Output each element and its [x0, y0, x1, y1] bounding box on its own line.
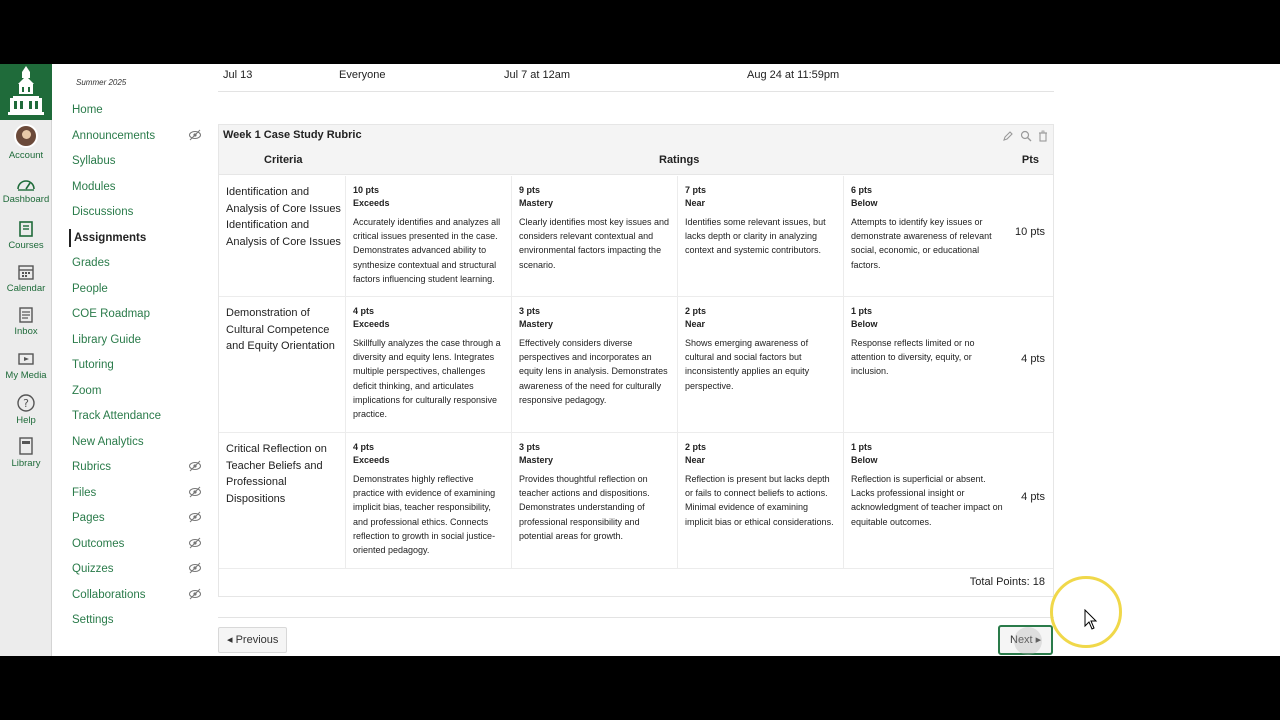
course-nav-label: Grades [72, 257, 110, 269]
rating-cell [843, 176, 1009, 296]
course-nav-label: Track Attendance [72, 410, 162, 422]
rating-points: 2 pts [685, 306, 707, 316]
course-nav [52, 64, 192, 656]
global-nav [0, 64, 52, 656]
rating-points: 9 pts [519, 185, 541, 195]
canvas-page [0, 64, 1280, 656]
course-nav-label: Files [72, 486, 97, 499]
rating-description: Skillfully analyzes the case through a diversity and equity lens. Integrates multiple perspectives, challenges deficit thinking, and articulates implications for culturally responsive practice. [353, 338, 501, 420]
rating-points: 6 pts [851, 185, 873, 195]
term-label: Summer 2025 [76, 78, 127, 87]
global-nav-account[interactable]: Account [0, 124, 52, 166]
course-nav-label: Quizzes [72, 563, 114, 575]
criterion-points: 4 pts [1021, 491, 1045, 503]
rating-cell [843, 297, 1009, 432]
ratings-header: Ratings [659, 154, 700, 166]
rating-points: 3 pts [519, 442, 541, 452]
next-button[interactable]: Next ▸ [998, 625, 1053, 655]
rating-points: 7 pts [685, 185, 707, 195]
global-nav-calendar[interactable]: Calendar [0, 263, 52, 305]
rating-level: Below [851, 319, 878, 329]
help-icon [16, 393, 36, 413]
rating-cell [677, 297, 843, 432]
assignment-content [192, 64, 1280, 656]
course-nav-label: Syllabus [72, 155, 116, 167]
divider [218, 91, 1054, 92]
criteria-header: Criteria [264, 154, 303, 166]
rating-level: Below [851, 455, 878, 465]
mouse-cursor-icon [1084, 609, 1098, 631]
rubric-header [219, 125, 1053, 175]
course-nav-item[interactable] [72, 560, 192, 578]
rating-description: Accurately identifies and analyzes all critical issues presented in the case. Demonstrates advanced ability to synthesize contextual and structural factors influencing student learning. [353, 217, 501, 284]
rubric-row [219, 297, 1053, 433]
course-nav-item[interactable] [72, 586, 192, 604]
global-nav-courses[interactable]: Courses [0, 220, 52, 262]
course-nav-item[interactable] [72, 280, 192, 298]
criterion-description: Demonstration of Cultural Competence and Equity Orientation [226, 307, 335, 352]
rating-level: Exceeds [353, 319, 390, 329]
course-nav-label: Collaborations [72, 588, 146, 601]
course-nav-item[interactable] [72, 407, 192, 425]
institution-logo[interactable] [0, 64, 52, 120]
course-nav-item[interactable] [72, 203, 192, 221]
rating-points: 3 pts [519, 306, 541, 316]
svg-text:?: ? [23, 397, 29, 410]
rating-cell [345, 433, 511, 568]
criterion-points: 10 pts [1015, 226, 1045, 238]
rubric-row [219, 433, 1053, 569]
rating-points: 4 pts [353, 442, 375, 452]
course-nav-label: Assignments [74, 231, 147, 244]
course-nav-item[interactable] [72, 433, 192, 451]
divider [218, 617, 1054, 618]
dashboard-icon [16, 176, 36, 192]
rating-cell [511, 176, 677, 296]
inbox-icon [17, 306, 35, 324]
rating-level: Exceeds [353, 198, 390, 208]
course-nav-label: Discussions [72, 206, 134, 218]
rating-description: Reflection is present but lacks depth or fails to connect beliefs to actions. Minimal evidence of examining implicit bias or ethical considerations. [685, 474, 834, 527]
rating-description: Provides thoughtful reflection on teacher actions and dispositions. Demonstrates understanding of professional responsibility and potential areas for growth. [519, 474, 650, 541]
course-nav-item[interactable] [72, 458, 192, 476]
rubric-tools [1001, 129, 1049, 147]
available-until: Aug 24 at 11:59pm [747, 69, 840, 81]
course-nav-item[interactable] [72, 305, 192, 323]
global-nav-help[interactable]: ? Help [0, 393, 52, 435]
click-ripple [1014, 627, 1042, 655]
course-nav-item[interactable] [69, 229, 189, 247]
search-icon[interactable] [1020, 129, 1032, 147]
course-nav-label: Library Guide [72, 333, 142, 346]
course-nav-item[interactable] [72, 509, 192, 527]
media-icon [17, 350, 35, 368]
course-nav-item[interactable] [72, 101, 192, 119]
assigned-to: Everyone [339, 69, 386, 81]
criterion-description: Identification and Analysis of Core Issues Identification and Analysis of Core Issues [226, 186, 341, 248]
pts-header: Pts [1021, 154, 1039, 166]
rating-level: Near [685, 319, 706, 329]
rating-level: Mastery [519, 198, 554, 208]
rubric-row [219, 176, 1053, 297]
rating-cell [345, 176, 511, 296]
rating-cell [843, 433, 1009, 568]
global-nav-inbox[interactable]: Inbox [0, 306, 52, 348]
rating-level: Below [851, 198, 878, 208]
course-nav-item[interactable] [72, 178, 192, 196]
criterion-points: 4 pts [1021, 353, 1045, 365]
course-nav-item[interactable] [72, 254, 192, 272]
criterion-description: Critical Reflection on Teacher Beliefs and Professional Dispositions [226, 443, 327, 505]
rating-description: Reflection is superficial or absent. Lacks professional insight or acknowledgment of teacher impact on equitable outcomes. [851, 474, 1003, 527]
course-nav-label: Announcements [72, 129, 156, 142]
rating-level: Near [685, 455, 706, 465]
avatar [14, 124, 38, 148]
rating-points: 2 pts [685, 442, 707, 452]
rating-description: Identifies some relevant issues, but lacks depth or clarity in analyzing context and systemic contributors. [685, 217, 826, 256]
rating-description: Shows emerging awareness of cultural and social factors but inconsistently applies an equity perspective. [685, 338, 810, 391]
course-nav-label: New Analytics [72, 435, 144, 448]
rating-cell [511, 433, 677, 568]
course-nav-item[interactable] [72, 356, 192, 374]
rating-level: Mastery [519, 455, 554, 465]
course-nav-item[interactable] [72, 152, 192, 170]
course-nav-label: Pages [72, 512, 105, 524]
course-nav-label: Rubrics [72, 461, 111, 473]
rating-cell [677, 433, 843, 568]
course-nav-label: People [72, 282, 108, 295]
rating-cell [677, 176, 843, 296]
course-nav-label: Settings [72, 614, 114, 626]
course-nav-label: Home [72, 104, 103, 116]
rating-level: Mastery [519, 319, 554, 329]
rating-description: Effectively considers diverse perspectives and incorporates an equity lens in analysis. Demonstrates awareness of the need for culturally responsive pedagogy. [519, 338, 668, 405]
courses-icon [17, 220, 35, 238]
global-nav-dashboard[interactable]: Dashboard [0, 176, 52, 218]
rating-description: Clearly identifies most key issues and considers relevant contextual and environmental factors impacting the scenario. [519, 217, 670, 270]
course-nav-item[interactable] [72, 535, 192, 553]
course-nav-item[interactable] [72, 484, 192, 502]
rating-cell [511, 297, 677, 432]
rating-points: 1 pts [851, 442, 873, 452]
course-nav-label: COE Roadmap [72, 308, 150, 320]
calendar-icon [17, 263, 35, 281]
course-nav-label: Tutoring [72, 359, 114, 371]
due-date: Jul 13 [223, 69, 253, 81]
rating-description: Response reflects limited or no attention to diversity, equity, or inclusion. [851, 338, 975, 377]
rubric-table [218, 124, 1054, 597]
previous-button[interactable]: ◂ Previous [218, 627, 287, 653]
rating-cell [345, 297, 511, 432]
course-nav-item[interactable] [72, 331, 192, 349]
trash-icon[interactable] [1037, 129, 1049, 147]
edit-icon[interactable] [1002, 129, 1014, 147]
library-icon [17, 436, 35, 456]
course-nav-label: Zoom [72, 384, 102, 397]
rating-level: Exceeds [353, 455, 390, 465]
course-nav-label: Outcomes [72, 537, 125, 550]
global-nav-my-media[interactable]: My Media [0, 350, 52, 392]
course-nav-item[interactable] [72, 382, 192, 400]
rating-points: 10 pts [353, 185, 380, 195]
global-nav-library[interactable]: Library [0, 436, 52, 478]
rating-points: 1 pts [851, 306, 873, 316]
course-nav-label: Modules [72, 180, 116, 193]
course-nav-item[interactable] [72, 611, 192, 629]
rating-description: Demonstrates highly reflective practice with evidence of examining implicit bias, teacher responsibility, and professional ethics. Connects reflection to growth in social justice-oriented pedagogy. [353, 474, 496, 556]
total-points: Total Points: 18 [969, 576, 1045, 588]
available-from: Jul 7 at 12am [504, 69, 571, 81]
course-nav-item[interactable] [72, 127, 192, 145]
rating-points: 4 pts [353, 306, 375, 316]
rubric-title: Week 1 Case Study Rubric [223, 129, 362, 141]
rating-level: Near [685, 198, 706, 208]
rating-description: Attempts to identify key issues or demonstrate awareness of relevant social, economic, or educational factors. [851, 217, 992, 270]
